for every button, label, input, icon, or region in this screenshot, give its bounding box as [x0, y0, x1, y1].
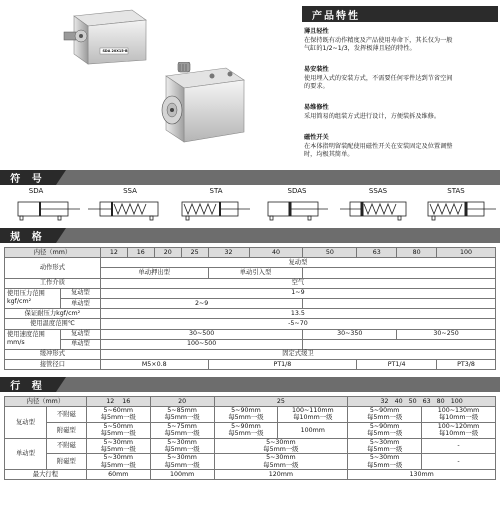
row-sublabel: 单动型	[60, 298, 100, 308]
bore-cell: 50	[303, 248, 357, 258]
stroke-cell: 5~90mm 每5mm一级	[348, 407, 422, 423]
feature-line: 时，均极其简单。	[304, 151, 354, 159]
symbol-name: STA	[209, 187, 223, 195]
spec-value: 单动引入型	[208, 268, 303, 278]
bore-cell: 25	[214, 397, 348, 407]
specs-row-pressure-double	[5, 288, 496, 298]
bore-cell: 100	[437, 248, 496, 258]
bore-cell: 80	[397, 248, 437, 258]
bore-cell: 20	[154, 248, 181, 258]
stroke-cell: 5~30mm 每5mm一级	[214, 438, 348, 454]
stroke-table	[4, 396, 496, 480]
feature-1	[304, 28, 498, 54]
row-label: 使用压力范围 kgf/cm²	[5, 288, 61, 308]
stroke-cell: 5~30mm 每5mm一级	[150, 438, 214, 454]
spec-value	[303, 268, 496, 278]
stroke-cell: 5~30mm 每5mm一级	[150, 454, 214, 470]
stroke-cell: 100~120mm 每10mm一级	[422, 422, 496, 438]
row-sublabel: 附磁型	[46, 422, 86, 438]
row-sublabel: 复动型	[60, 329, 100, 339]
feature-title: 易安装性	[304, 66, 329, 73]
bore-label: 内径（mm）	[5, 397, 87, 407]
row-sublabel: 不附磁	[46, 438, 86, 454]
bore-cell: 32	[208, 248, 249, 258]
symbol-name: SSAS	[368, 187, 388, 195]
cylinder-photo-small	[62, 6, 150, 66]
row-label: 动作形式	[5, 258, 101, 278]
stroke-cell: 100mm	[150, 470, 214, 480]
stroke-cell: 130mm	[348, 470, 496, 480]
feature-3	[304, 104, 498, 121]
feature-line: 气缸的1/2~1/3，发挥极薄且轻的特性。	[304, 45, 416, 53]
product-label: SDA 20X15-B	[102, 49, 128, 53]
stroke-cell: 60mm	[86, 470, 150, 480]
row-label: 最大行程	[5, 470, 87, 480]
specs-row-action	[5, 258, 496, 268]
spec-value: M5×0.8	[100, 360, 208, 370]
stroke-cell: 5~90mm 每5mm一级	[214, 422, 278, 438]
bore-cell: 40	[249, 248, 303, 258]
stroke-cell: 5~30mm 每5mm一级	[348, 454, 422, 470]
stroke-header-row	[5, 397, 496, 407]
row-label: 使用速度范围 mm/s	[5, 329, 61, 349]
stroke-cell: 100~110mm 每10mm一级	[278, 407, 348, 423]
row-sublabel: 附磁型	[46, 454, 86, 470]
features-title: 产品特性	[312, 10, 360, 22]
feature-title: 易维修性	[304, 104, 329, 111]
stroke-section-bar	[0, 377, 500, 392]
specs-table	[4, 247, 496, 370]
bore-cell: 20	[150, 397, 214, 407]
stroke-row-double-mag	[5, 422, 496, 438]
stroke-cell: 5~60mm 每5mm一级	[86, 407, 150, 423]
bore-cell: 25	[181, 248, 208, 258]
symbol-name: SSA	[123, 187, 137, 195]
stroke-cell: 100mm	[278, 422, 348, 438]
stroke-cell: -	[422, 454, 496, 470]
specs-row-port	[5, 360, 496, 370]
specs-row-proof	[5, 309, 496, 319]
row-sublabel: 复动型	[60, 288, 100, 298]
spec-value: 13.5	[100, 309, 495, 319]
symbol-name: SDAS	[287, 187, 307, 195]
row-label: 缓冲形式	[5, 349, 101, 359]
stroke-cell: 5~30mm 每5mm一级	[86, 454, 150, 470]
spec-value: 30~500	[100, 329, 303, 339]
row-sublabel: 单动型	[60, 339, 100, 349]
bore-group: 32 40 50 63 80 100	[348, 397, 496, 407]
row-label: 接管径口	[5, 360, 101, 370]
row-sublabel: 不附磁	[46, 407, 86, 423]
specs-header-row	[5, 248, 496, 258]
spec-value	[303, 339, 496, 349]
features-header	[292, 6, 498, 22]
spec-value: 单动押出型	[100, 268, 208, 278]
spec-value: 100~500	[100, 339, 303, 349]
spec-value: 2~9	[100, 298, 303, 308]
stroke-cell: 5~90mm 每5mm一级	[214, 407, 278, 423]
stroke-cell: 5~30mm 每5mm一级	[86, 438, 150, 454]
stroke-row-double-nomag	[5, 407, 496, 423]
stroke-cell: 120mm	[214, 470, 348, 480]
bore-group: 12 16	[86, 397, 150, 407]
feature-line: 在本体指明留装配使用磁性开关在安装固定及位置调整	[304, 142, 453, 150]
feature-title: 磁性开关	[304, 134, 329, 141]
stroke-cell: -	[422, 438, 496, 454]
stroke-cell: 5~30mm 每5mm一级	[348, 438, 422, 454]
bore-cell: 12	[100, 248, 127, 258]
stroke-row-single-nomag	[5, 438, 496, 454]
specs-row-cushion	[5, 349, 496, 359]
spec-value: 空气	[100, 278, 495, 288]
cylinder-photo-large	[150, 62, 250, 147]
spec-value: 30~250	[397, 329, 496, 339]
stroke-cell: 5~90mm 每5mm一级	[348, 422, 422, 438]
bore-cell: 63	[357, 248, 397, 258]
row-label: 单动型	[5, 438, 47, 470]
feature-4	[304, 134, 498, 160]
row-label: 使用温度范围℃	[5, 319, 101, 329]
specs-row-temp	[5, 319, 496, 329]
symbol-name: STAS	[447, 187, 465, 195]
row-label: 保证耐压力kgf/cm²	[5, 309, 101, 319]
spec-value: -5~70	[100, 319, 495, 329]
stroke-cell: 5~85mm 每5mm一级	[150, 407, 214, 423]
spec-value: 固定式缓卫	[100, 349, 495, 359]
spec-value: PT3/8	[437, 360, 496, 370]
spec-value: 1~9	[100, 288, 495, 298]
stroke-cell: 5~75mm 每5mm一级	[150, 422, 214, 438]
feature-line: 采用简易的组装方式进行设计，方便装拆及维修。	[304, 112, 441, 120]
spec-value	[303, 298, 496, 308]
symbol-name: SDA	[28, 187, 44, 195]
specs-section-bar	[0, 228, 500, 243]
stroke-row-max	[5, 470, 496, 480]
feature-line: 在保持既有动作精度及产品使用寿命下，其长仅为一般	[304, 36, 453, 44]
specs-row-speed-single	[5, 339, 496, 349]
spec-value: 30~350	[303, 329, 397, 339]
symbols-title: 符 号	[0, 170, 56, 185]
feature-title: 薄且轻性	[304, 28, 329, 35]
specs-row-medium	[5, 278, 496, 288]
feature-2	[304, 66, 498, 92]
symbols-section-bar	[0, 170, 500, 185]
bore-label: 内径（mm）	[5, 248, 101, 258]
symbols-diagram	[0, 196, 500, 224]
feature-line: 使用埋入式的安装方式，不需要任何零件达到节省空间	[304, 74, 453, 82]
row-label: 复动型	[5, 407, 47, 439]
stroke-cell: 100~130mm 每10mm一级	[422, 407, 496, 423]
specs-title: 规 格	[0, 228, 56, 243]
row-label: 工作介质	[5, 278, 101, 288]
stroke-row-single-mag	[5, 454, 496, 470]
spec-value: PT1/4	[357, 360, 437, 370]
stroke-cell: 5~30mm 每5mm一级	[214, 454, 348, 470]
stroke-title: 行 程	[0, 377, 56, 392]
spec-value: PT1/8	[208, 360, 357, 370]
feature-line: 的要求。	[304, 83, 329, 91]
bore-cell: 16	[127, 248, 154, 258]
spec-value: 复动型	[100, 258, 495, 268]
specs-row-speed-double	[5, 329, 496, 339]
specs-row-pressure-single	[5, 298, 496, 308]
stroke-cell: 5~50mm 每5mm一级	[86, 422, 150, 438]
